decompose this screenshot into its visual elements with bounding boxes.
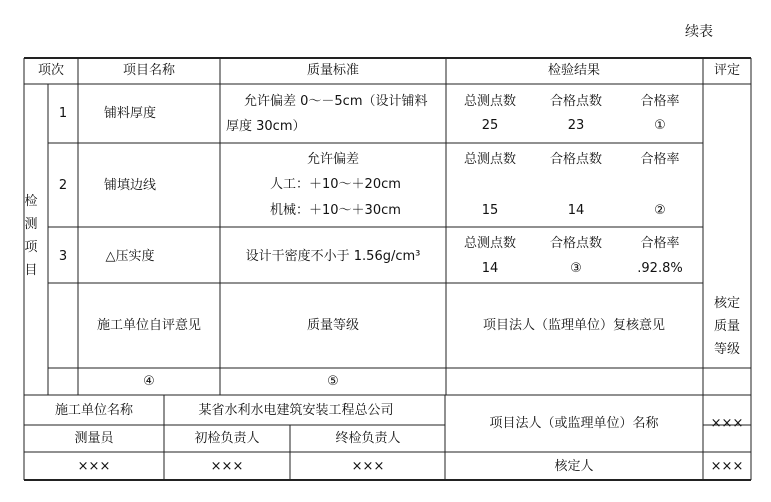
review-opinion-label: 项目法人（监理单位）复核意见 [482, 318, 666, 333]
continued-label: 续表 [685, 24, 713, 40]
self-evaluation-label: 施工单位自评意见 [96, 318, 202, 333]
contractor-name-value: 某省水利水电建筑安装工程总公司 [198, 403, 394, 418]
approver-label: 核定人 [554, 459, 594, 474]
pass-rate-label: 合格率 [640, 94, 680, 109]
quality-grade-label: 质量等级 [306, 318, 360, 333]
pass-points-label: 合格点数 [549, 236, 603, 251]
verified-grade-label: 等级 [713, 342, 741, 357]
verified-grade-label: 核定 [713, 296, 741, 311]
total-points-label: 总测点数 [463, 94, 517, 109]
owner-name-label: 项目法人（或监理单位）名称 [489, 416, 659, 431]
total-points-value: 14 [481, 261, 499, 276]
col-rating: 评定 [713, 63, 741, 78]
row-item-name: 铺料厚度 [103, 106, 157, 121]
contractor-name-label: 施工单位名称 [54, 403, 134, 418]
row-item-name: 铺填边线 [103, 178, 157, 193]
col-result: 检验结果 [547, 63, 601, 78]
total-points-value: 15 [481, 203, 499, 218]
row-standard-line: 机械：＋10～＋30cm [270, 203, 401, 218]
owner-name-value: ××× [710, 416, 744, 431]
initial-inspector-label: 初检负责人 [194, 431, 260, 446]
row-standard-line: 允许偏差 0～－5cm（设计铺料 [244, 94, 428, 109]
row-standard-line: 人工：＋10～＋20cm [270, 177, 401, 192]
row-number: 2 [58, 178, 68, 193]
pass-rate-value: ② [654, 203, 666, 218]
final-inspector-label: 终检负责人 [335, 431, 401, 446]
row-number: 1 [58, 106, 68, 121]
verified-grade-label: 质量 [713, 319, 741, 334]
initial-inspector-value: ××× [210, 459, 244, 474]
total-points-value: 25 [481, 118, 499, 133]
pass-points-value: 23 [567, 118, 585, 133]
total-points-label: 总测点数 [463, 152, 517, 167]
row-item-name: △压实度 [105, 249, 155, 264]
pass-points-value: 14 [567, 203, 585, 218]
row-standard-line: 设计干密度不小于 1.56g/cm³ [245, 249, 421, 264]
pass-rate-label: 合格率 [640, 236, 680, 251]
col-item-no: 项次 [37, 63, 65, 78]
pass-rate-value: ① [654, 118, 666, 133]
quality-grade-value: ⑤ [327, 374, 339, 389]
pass-points-label: 合格点数 [549, 152, 603, 167]
approver-value: ××× [710, 459, 744, 474]
surveyor-label: 测量员 [74, 431, 114, 446]
pass-rate-value: .92.8% [637, 261, 683, 276]
side-label-inspection-items: 检测项目 [24, 194, 38, 278]
pass-rate-label: 合格率 [640, 152, 680, 167]
row-standard-line: 厚度 30cm） [226, 119, 306, 134]
row-number: 3 [58, 249, 68, 264]
row-standard-line: 允许偏差 [306, 152, 360, 167]
col-standard: 质量标准 [306, 63, 360, 78]
pass-points-label: 合格点数 [549, 94, 603, 109]
col-item-name: 项目名称 [122, 63, 176, 78]
surveyor-value: ××× [77, 459, 111, 474]
self-evaluation-value: ④ [143, 374, 155, 389]
pass-points-value: ③ [570, 261, 582, 276]
total-points-label: 总测点数 [463, 236, 517, 251]
final-inspector-value: ××× [351, 459, 385, 474]
